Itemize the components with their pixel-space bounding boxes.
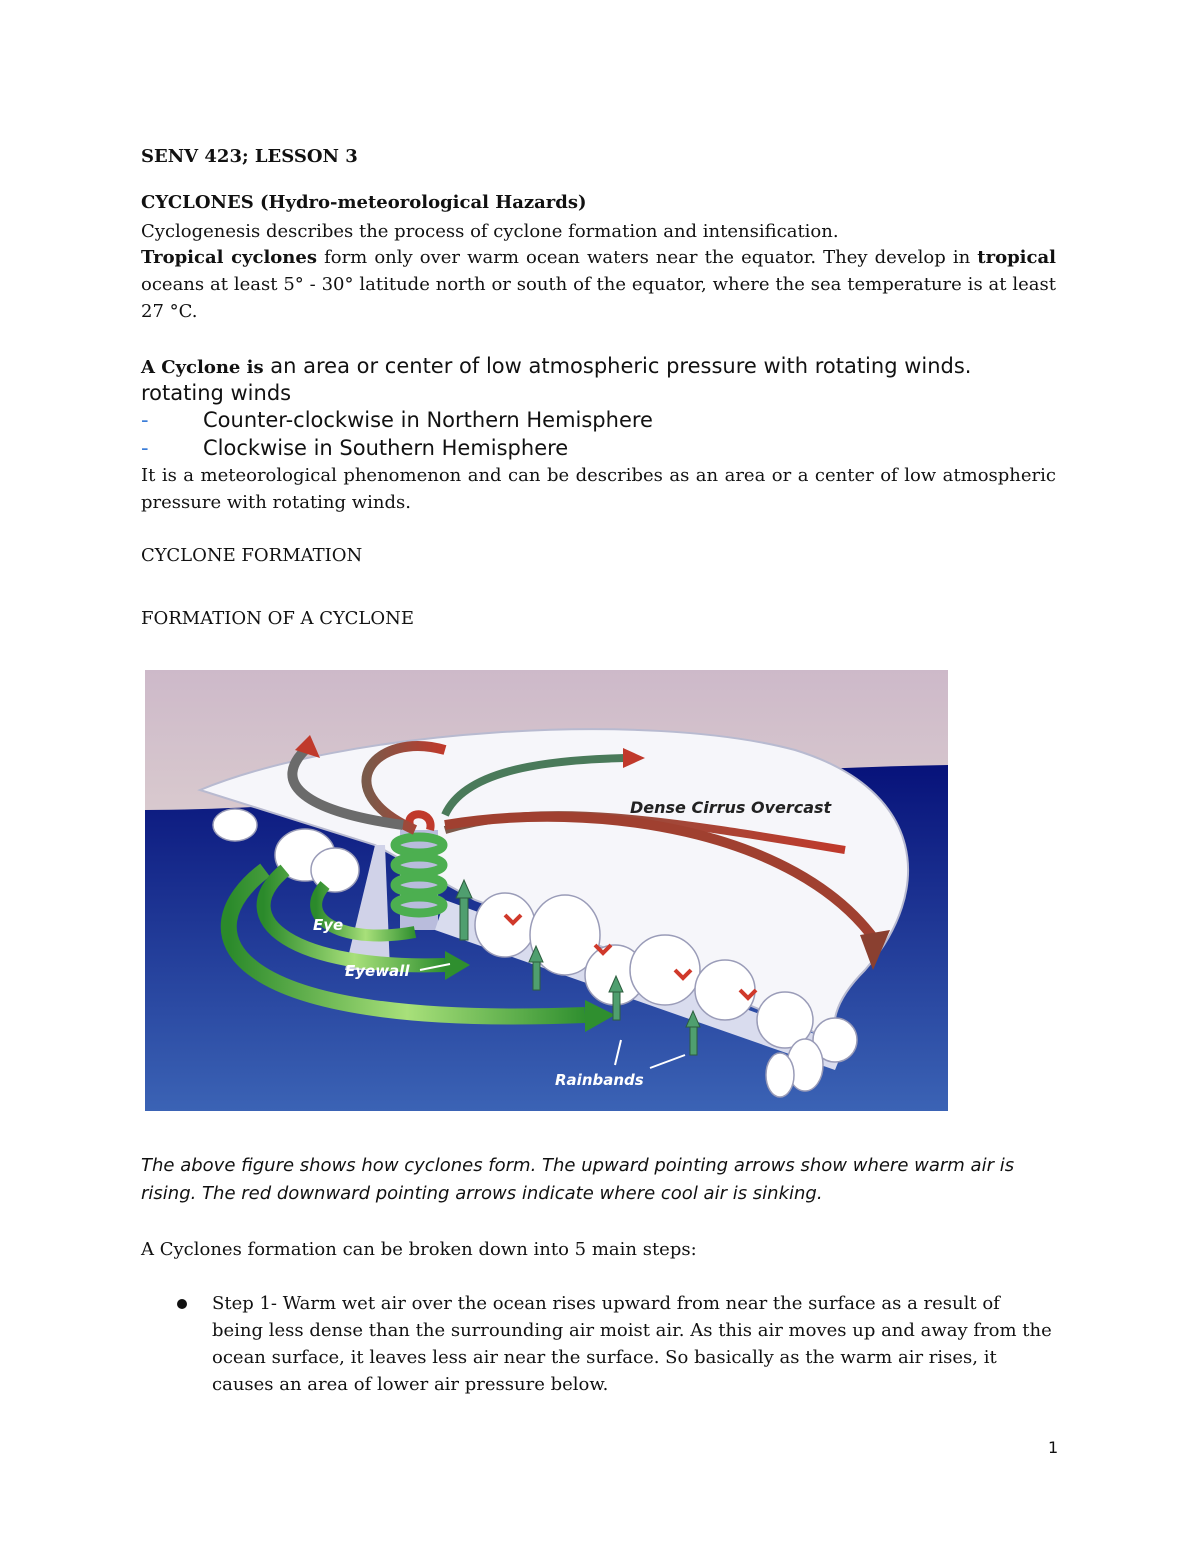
phenomenon-paragraph: It is a meteorological phenomenon and can be describes as an area or a center of low atmospheric pressure with rotating winds.: [141, 465, 1056, 513]
steps-intro: A Cyclones formation can be broken down into 5 main steps:: [141, 1239, 697, 1260]
cyclone-definition: [141, 352, 1056, 382]
label-eyewall: Eyewall: [345, 962, 410, 980]
section-heading-cyclones: CYCLONES (Hydro-meteorological Hazards): [141, 192, 587, 213]
section-heading-formation: CYCLONE FORMATION: [141, 545, 363, 566]
dash-item: [141, 434, 568, 462]
dash-item-text: Counter-clockwise in Northern Hemisphere: [203, 408, 653, 432]
dash-marker: -: [141, 408, 149, 432]
dash-item-text: Clockwise in Southern Hemisphere: [203, 436, 569, 460]
label-dense-cirrus: Dense Cirrus Overcast: [630, 798, 832, 817]
tropical-paragraph: [141, 244, 1056, 325]
tropical-text-1: form only over warm ocean waters near the equator. They develop in: [316, 247, 978, 268]
cyclone-diagram: [145, 670, 948, 1111]
lesson-title: SENV 423; LESSON 3: [141, 146, 358, 167]
cyclogenesis-text: Cyclogenesis describes the process of cyclone formation and intensification.: [141, 221, 839, 242]
bullet-marker: [177, 1299, 187, 1309]
tropical-term: tropical: [977, 247, 1056, 268]
dash-marker: -: [141, 436, 149, 460]
label-eye: Eye: [313, 916, 344, 934]
figure-caption: The above figure shows how cyclones form. The upward pointing arrows show where warm air is rising. The red downward pointing arrows indicate where cool air is sinking.: [141, 1155, 1015, 1204]
rotating-winds-label: rotating winds: [141, 381, 292, 405]
label-rainbands: Rainbands: [555, 1071, 644, 1089]
dash-item: [141, 406, 653, 434]
tropical-text-2: oceans at least 5° - 30° latitude north or south of the equator, where the sea temperature is at least 27 °C.: [141, 274, 1056, 322]
definition-term: A Cyclone is: [141, 357, 264, 378]
step-1-text: Step 1- Warm wet air over the ocean rises upward from near the surface as a result of being less dense than the surrounding air moist air. As this air moves up and away from the ocean surface, it leaves less air near the surface. So basically as the warm air rises, it causes an area of lower air pressure below.: [212, 1293, 1052, 1395]
definition-text: an area or center of low atmospheric pressure with rotating winds.: [263, 354, 972, 378]
section-heading-formation-of-cyclone: FORMATION OF A CYCLONE: [141, 608, 414, 629]
page-number: 1: [1048, 1438, 1059, 1457]
tropical-cyclones-term: Tropical cyclones: [141, 247, 317, 268]
